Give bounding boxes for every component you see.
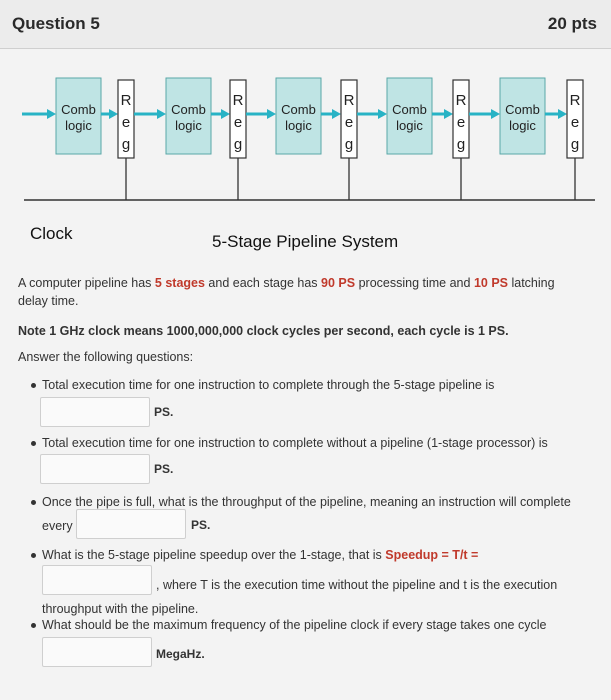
comb-logic-label: logic	[175, 118, 202, 133]
register-letter: g	[121, 136, 131, 153]
q3-prefix: every	[42, 519, 73, 533]
q5-answer-input[interactable]	[42, 637, 152, 667]
q4-after-text: , where T is the execution time without the pipeline and t is the execution	[156, 578, 558, 592]
comb-logic-label: Comb	[505, 102, 540, 117]
q4-text	[42, 546, 478, 564]
bullet-2	[31, 441, 36, 446]
stage-arrowhead	[558, 109, 567, 119]
intro-latch-value: 10 PS	[473, 276, 508, 290]
q4-continuation: throughput with the pipeline.	[42, 602, 199, 616]
register-letter: g	[233, 136, 243, 153]
register-letter: e	[456, 114, 466, 131]
q2-unit: PS.	[154, 462, 174, 476]
q3-text: Once the pipe is full, what is the throughput of the pipeline, meaning an instruction will complete	[42, 495, 571, 509]
reg-arrowhead	[378, 109, 387, 119]
reg-arrowhead	[157, 109, 166, 119]
reg-arrowhead	[491, 109, 500, 119]
intro-text-5: delay time.	[18, 294, 79, 308]
question-points: 20 pts	[547, 14, 597, 33]
comb-logic-label: Comb	[392, 102, 427, 117]
stage-arrowhead	[221, 109, 230, 119]
q5-text: What should be the maximum frequency of the pipeline clock if every stage takes one cycle	[42, 618, 547, 632]
q5-unit: MegaHz.	[156, 647, 205, 661]
register-letter: e	[233, 114, 243, 131]
q1-text: Total execution time for one instruction to complete through the 5-stage pipeline is	[42, 378, 495, 392]
input-arrowhead	[47, 109, 56, 119]
register-letter: e	[344, 114, 354, 131]
reg-arrowhead	[267, 109, 276, 119]
register-letter: R	[232, 92, 244, 109]
register-letter: g	[344, 136, 354, 153]
note-text: Note 1 GHz clock means 1000,000,000 clock cycles per second, each cycle is 1 PS.	[18, 324, 509, 338]
comb-logic-label: Comb	[61, 102, 96, 117]
stage-arrowhead	[109, 109, 118, 119]
intro-processing-value: 90 PS	[321, 276, 356, 290]
intro-text-3: processing time and	[358, 276, 471, 290]
q4-answer-input[interactable]	[42, 565, 152, 595]
answer-header: Answer the following questions:	[18, 350, 194, 364]
system-label: 5-Stage Pipeline System	[212, 232, 399, 251]
intro-text-4: latching	[511, 276, 555, 290]
q3-answer-input[interactable]	[76, 509, 186, 539]
comb-logic-label: Comb	[281, 102, 316, 117]
intro-paragraph	[18, 274, 578, 310]
bullet-1	[31, 383, 36, 388]
pipeline-diagram	[0, 60, 611, 260]
q2-text: Total execution time for one instruction to complete without a pipeline (1-stage processor) is	[42, 436, 548, 450]
register-letter: R	[455, 92, 467, 109]
register-letter: e	[570, 114, 580, 131]
question-title: Question 5	[12, 14, 100, 33]
clock-label: Clock	[30, 224, 73, 243]
question-header	[0, 0, 611, 49]
comb-logic-label: logic	[65, 118, 92, 133]
register-letter: g	[570, 136, 580, 153]
register-letter: R	[120, 92, 132, 109]
register-letter: R	[569, 92, 581, 109]
bullet-3	[31, 500, 36, 505]
bullet-5	[31, 623, 36, 628]
stage-arrowhead	[444, 109, 453, 119]
intro-stages-value: 5 stages	[154, 276, 205, 290]
register-letter: R	[343, 92, 355, 109]
q3-unit: PS.	[191, 518, 211, 532]
register-letter: g	[456, 136, 466, 153]
comb-logic-label: logic	[285, 118, 312, 133]
q4-speedup-formula: Speedup = T/t =	[385, 548, 479, 562]
register-letter: e	[121, 114, 131, 131]
stage-arrowhead	[332, 109, 341, 119]
comb-logic-label: logic	[396, 118, 423, 133]
q4-text-a: What is the 5-stage pipeline speedup over the 1-stage, that is	[42, 548, 382, 562]
intro-text-1: A computer pipeline has	[18, 276, 152, 290]
q1-answer-input[interactable]	[40, 397, 150, 427]
q2-answer-input[interactable]	[40, 454, 150, 484]
comb-logic-label: logic	[509, 118, 536, 133]
comb-logic-label: Comb	[171, 102, 206, 117]
bullet-4	[31, 553, 36, 558]
intro-text-2: and each stage has	[208, 276, 318, 290]
q1-unit: PS.	[154, 405, 174, 419]
